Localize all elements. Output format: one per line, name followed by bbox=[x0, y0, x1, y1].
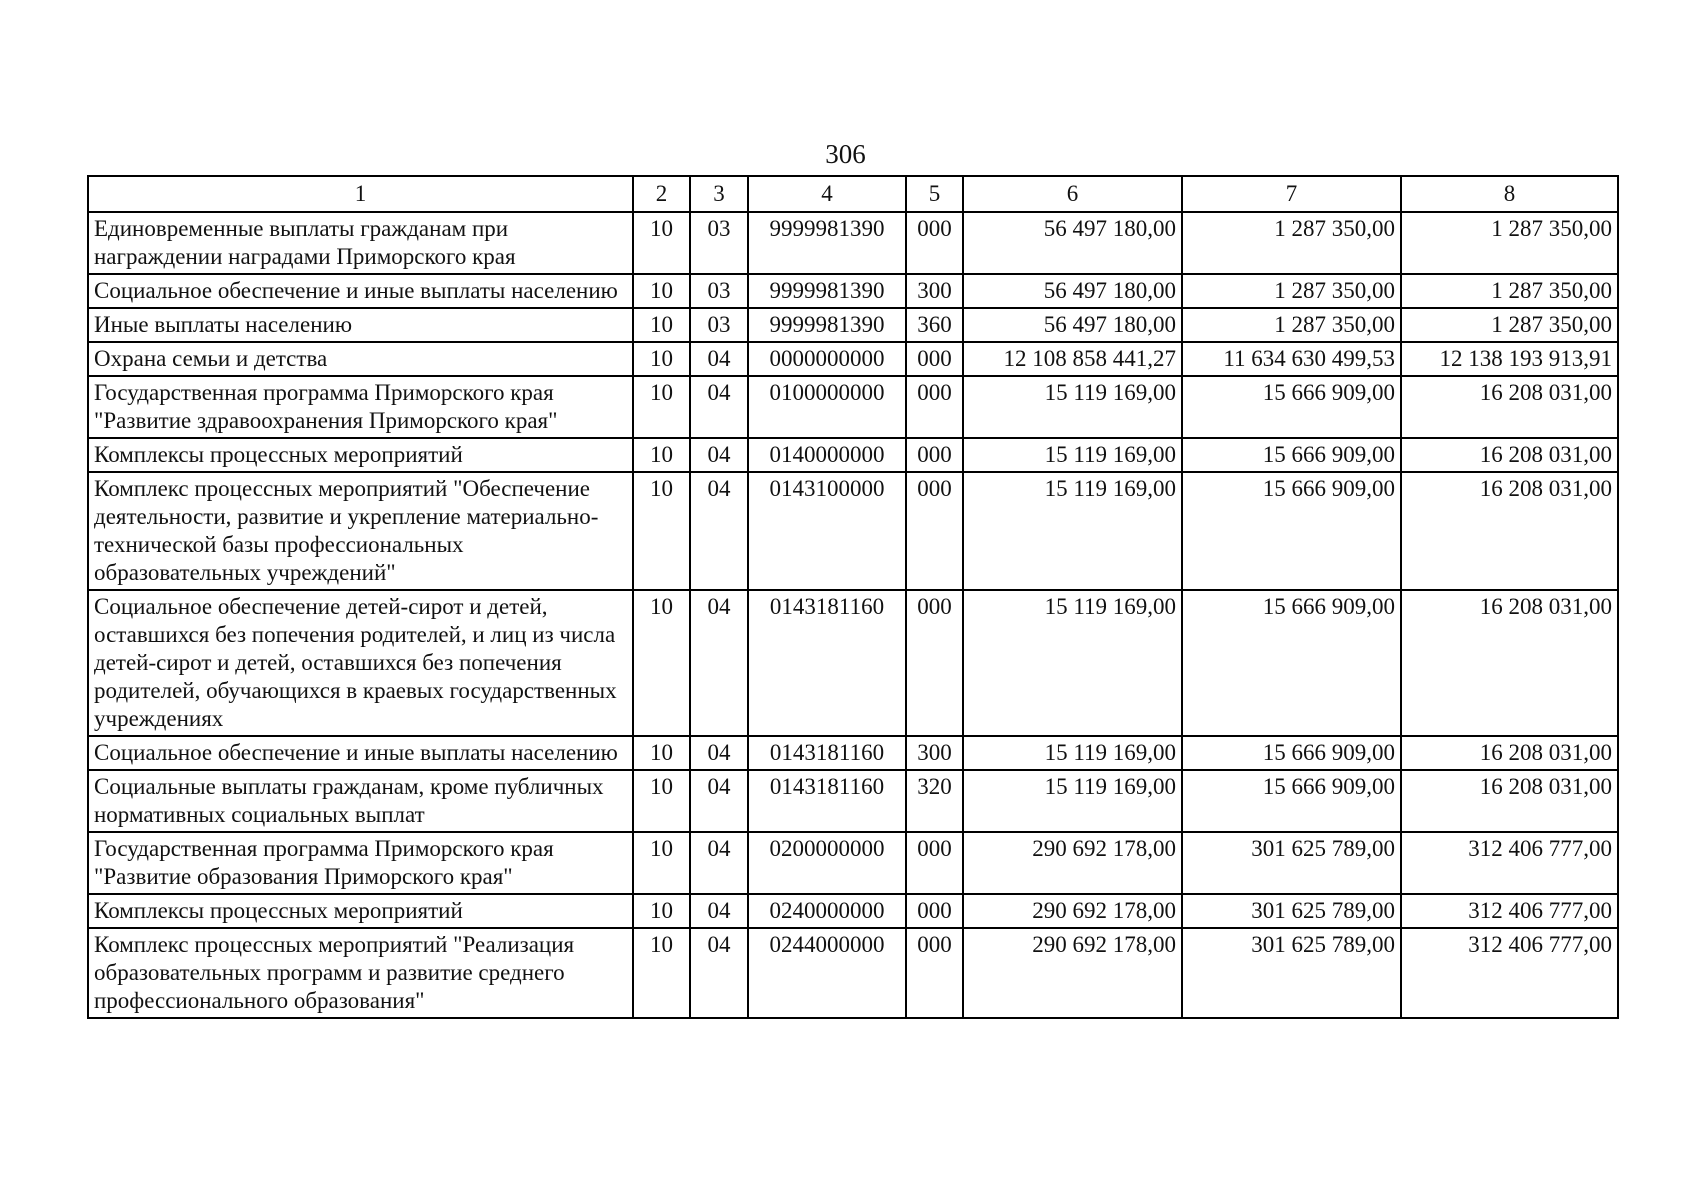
amount-col7: 1 287 350,00 bbox=[1182, 308, 1401, 342]
column-header: 4 bbox=[748, 176, 906, 212]
expense-type-code: 000 bbox=[906, 212, 963, 274]
table-row bbox=[88, 212, 1618, 274]
row-name: Социальное обеспечение и иные выплаты населению bbox=[88, 274, 633, 308]
row-name: Комплекс процессных мероприятий "Реализация образовательных программ и развитие среднего профессионального образования" bbox=[88, 928, 633, 1018]
row-name: Охрана семьи и детства bbox=[88, 342, 633, 376]
amount-col7: 1 287 350,00 bbox=[1182, 212, 1401, 274]
amount-col6: 15 119 169,00 bbox=[963, 376, 1182, 438]
amount-col6: 56 497 180,00 bbox=[963, 212, 1182, 274]
target-article-code: 0240000000 bbox=[748, 894, 906, 928]
section-code: 10 bbox=[633, 770, 690, 832]
row-name: Единовременные выплаты гражданам при награждении наградами Приморского края bbox=[88, 212, 633, 274]
amount-col6: 290 692 178,00 bbox=[963, 832, 1182, 894]
target-article-code: 9999981390 bbox=[748, 274, 906, 308]
amount-col6: 56 497 180,00 bbox=[963, 308, 1182, 342]
target-article-code: 0244000000 bbox=[748, 928, 906, 1018]
amount-col8: 16 208 031,00 bbox=[1401, 590, 1618, 736]
table-row bbox=[88, 590, 1618, 736]
target-article-code: 0143100000 bbox=[748, 472, 906, 590]
amount-col6: 15 119 169,00 bbox=[963, 472, 1182, 590]
subsection-code: 04 bbox=[690, 376, 748, 438]
column-header: 8 bbox=[1401, 176, 1618, 212]
target-article-code: 9999981390 bbox=[748, 212, 906, 274]
row-name: Социальное обеспечение детей-сирот и детей, оставшихся без попечения родителей, и лиц из числа детей-сирот и детей, оставшихся без попечения родителей, обучающихся в краевых государственных учреждениях bbox=[88, 590, 633, 736]
amount-col7: 15 666 909,00 bbox=[1182, 472, 1401, 590]
page-number: 306 bbox=[825, 139, 866, 169]
amount-col8: 1 287 350,00 bbox=[1401, 274, 1618, 308]
amount-col6: 15 119 169,00 bbox=[963, 736, 1182, 770]
amount-col8: 312 406 777,00 bbox=[1401, 894, 1618, 928]
target-article-code: 0143181160 bbox=[748, 736, 906, 770]
expense-type-code: 000 bbox=[906, 342, 963, 376]
row-name: Комплекс процессных мероприятий "Обеспечение деятельности, развитие и укрепление материально-технической базы профессиональных образовательных учреждений" bbox=[88, 472, 633, 590]
subsection-code: 04 bbox=[690, 770, 748, 832]
table-row bbox=[88, 342, 1618, 376]
amount-col6: 56 497 180,00 bbox=[963, 274, 1182, 308]
section-code: 10 bbox=[633, 438, 690, 472]
amount-col8: 1 287 350,00 bbox=[1401, 212, 1618, 274]
amount-col7: 15 666 909,00 bbox=[1182, 736, 1401, 770]
subsection-code: 04 bbox=[690, 472, 748, 590]
section-code: 10 bbox=[633, 376, 690, 438]
section-code: 10 bbox=[633, 928, 690, 1018]
amount-col7: 1 287 350,00 bbox=[1182, 274, 1401, 308]
expense-type-code: 000 bbox=[906, 590, 963, 736]
expense-type-code: 360 bbox=[906, 308, 963, 342]
amount-col7: 301 625 789,00 bbox=[1182, 928, 1401, 1018]
target-article-code: 0140000000 bbox=[748, 438, 906, 472]
table-row bbox=[88, 308, 1618, 342]
table-row bbox=[88, 832, 1618, 894]
amount-col8: 312 406 777,00 bbox=[1401, 928, 1618, 1018]
table-row bbox=[88, 770, 1618, 832]
section-code: 10 bbox=[633, 472, 690, 590]
amount-col6: 15 119 169,00 bbox=[963, 438, 1182, 472]
table-row bbox=[88, 736, 1618, 770]
expense-type-code: 000 bbox=[906, 438, 963, 472]
section-code: 10 bbox=[633, 736, 690, 770]
amount-col7: 15 666 909,00 bbox=[1182, 770, 1401, 832]
section-code: 10 bbox=[633, 308, 690, 342]
column-header: 6 bbox=[963, 176, 1182, 212]
expense-type-code: 300 bbox=[906, 274, 963, 308]
section-code: 10 bbox=[633, 590, 690, 736]
column-header: 1 bbox=[88, 176, 633, 212]
table-row bbox=[88, 928, 1618, 1018]
amount-col6: 12 108 858 441,27 bbox=[963, 342, 1182, 376]
section-code: 10 bbox=[633, 274, 690, 308]
amount-col8: 16 208 031,00 bbox=[1401, 472, 1618, 590]
target-article-code: 0000000000 bbox=[748, 342, 906, 376]
amount-col8: 12 138 193 913,91 bbox=[1401, 342, 1618, 376]
target-article-code: 0143181160 bbox=[748, 770, 906, 832]
column-header: 3 bbox=[690, 176, 748, 212]
amount-col7: 301 625 789,00 bbox=[1182, 894, 1401, 928]
section-code: 10 bbox=[633, 212, 690, 274]
subsection-code: 04 bbox=[690, 894, 748, 928]
expense-type-code: 000 bbox=[906, 894, 963, 928]
target-article-code: 9999981390 bbox=[748, 308, 906, 342]
table-row bbox=[88, 472, 1618, 590]
subsection-code: 03 bbox=[690, 308, 748, 342]
target-article-code: 0200000000 bbox=[748, 832, 906, 894]
amount-col7: 15 666 909,00 bbox=[1182, 376, 1401, 438]
subsection-code: 03 bbox=[690, 212, 748, 274]
table-row bbox=[88, 376, 1618, 438]
expense-type-code: 320 bbox=[906, 770, 963, 832]
row-name: Социальные выплаты гражданам, кроме публичных нормативных социальных выплат bbox=[88, 770, 633, 832]
section-code: 10 bbox=[633, 832, 690, 894]
budget-table bbox=[87, 175, 1619, 1019]
row-name: Государственная программа Приморского края "Развитие здравоохранения Приморского края" bbox=[88, 376, 633, 438]
amount-col8: 16 208 031,00 bbox=[1401, 736, 1618, 770]
column-header: 2 bbox=[633, 176, 690, 212]
column-header: 5 bbox=[906, 176, 963, 212]
column-header: 7 bbox=[1182, 176, 1401, 212]
amount-col8: 16 208 031,00 bbox=[1401, 438, 1618, 472]
header-row bbox=[88, 176, 1618, 212]
amount-col8: 16 208 031,00 bbox=[1401, 770, 1618, 832]
amount-col6: 290 692 178,00 bbox=[963, 894, 1182, 928]
row-name: Социальное обеспечение и иные выплаты населению bbox=[88, 736, 633, 770]
subsection-code: 04 bbox=[690, 928, 748, 1018]
amount-col6: 15 119 169,00 bbox=[963, 770, 1182, 832]
target-article-code: 0143181160 bbox=[748, 590, 906, 736]
subsection-code: 04 bbox=[690, 832, 748, 894]
row-name: Иные выплаты населению bbox=[88, 308, 633, 342]
amount-col7: 15 666 909,00 bbox=[1182, 590, 1401, 736]
amount-col6: 290 692 178,00 bbox=[963, 928, 1182, 1018]
section-code: 10 bbox=[633, 342, 690, 376]
amount-col6: 15 119 169,00 bbox=[963, 590, 1182, 736]
expense-type-code: 000 bbox=[906, 832, 963, 894]
section-code: 10 bbox=[633, 894, 690, 928]
amount-col7: 301 625 789,00 bbox=[1182, 832, 1401, 894]
subsection-code: 04 bbox=[690, 342, 748, 376]
subsection-code: 04 bbox=[690, 438, 748, 472]
amount-col7: 11 634 630 499,53 bbox=[1182, 342, 1401, 376]
row-name: Государственная программа Приморского края "Развитие образования Приморского края" bbox=[88, 832, 633, 894]
amount-col8: 1 287 350,00 bbox=[1401, 308, 1618, 342]
amount-col8: 16 208 031,00 bbox=[1401, 376, 1618, 438]
amount-col7: 15 666 909,00 bbox=[1182, 438, 1401, 472]
subsection-code: 04 bbox=[690, 736, 748, 770]
target-article-code: 0100000000 bbox=[748, 376, 906, 438]
subsection-code: 04 bbox=[690, 590, 748, 736]
table-row bbox=[88, 274, 1618, 308]
table-row bbox=[88, 894, 1618, 928]
subsection-code: 03 bbox=[690, 274, 748, 308]
table-row bbox=[88, 438, 1618, 472]
row-name: Комплексы процессных мероприятий bbox=[88, 894, 633, 928]
expense-type-code: 000 bbox=[906, 928, 963, 1018]
expense-type-code: 000 bbox=[906, 472, 963, 590]
expense-type-code: 000 bbox=[906, 376, 963, 438]
expense-type-code: 300 bbox=[906, 736, 963, 770]
row-name: Комплексы процессных мероприятий bbox=[88, 438, 633, 472]
amount-col8: 312 406 777,00 bbox=[1401, 832, 1618, 894]
